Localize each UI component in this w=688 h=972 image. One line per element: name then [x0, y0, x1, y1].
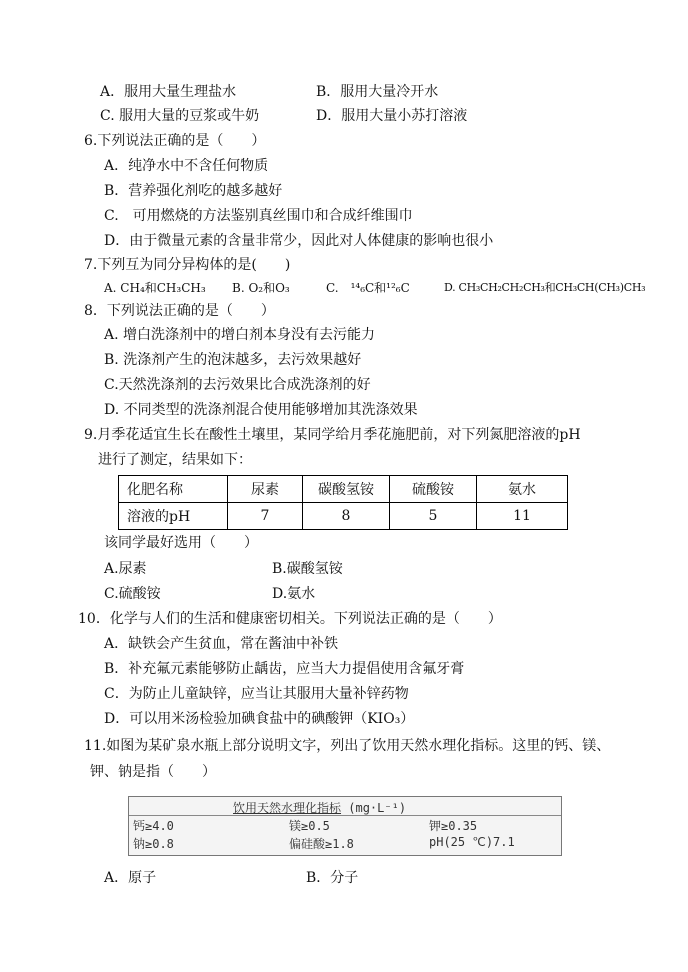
q9-option-c: C.硫酸铵	[104, 586, 161, 602]
q7-option-b: B. O₂和O₃	[232, 281, 290, 295]
q9-stem-line1: 9.月季花适宜生长在酸性土壤里，某同学给月季花施肥前，对下列氮肥溶液的pH	[84, 427, 581, 443]
table-cell: 5	[390, 503, 477, 530]
q8-option-c: C.天然洗涤剂的去污效果比合成洗涤剂的好	[104, 377, 371, 393]
table-row	[119, 503, 568, 530]
table-header-cell: 硫酸铵	[390, 476, 477, 503]
q5-option-c: C. 服用大量的豆浆或牛奶	[100, 108, 260, 124]
q9-ask: 该同学最好选用（ ）	[104, 535, 258, 551]
table-cell: 7	[228, 503, 303, 530]
figure-unit: (mg·L⁻¹)	[348, 801, 407, 815]
figure-title: 饮用天然水理化指标	[233, 801, 342, 815]
q6-stem: 6.下列说法正确的是（ ）	[84, 133, 266, 149]
q10-option-b: B．补充氟元素能够防止龋齿，应当大力提倡使用含氟牙膏	[104, 661, 465, 677]
q7-option-c: C. ¹⁴₆C和¹²₆C	[326, 281, 410, 295]
q7-option-a: A. CH₄和CH₃CH₃	[104, 281, 206, 295]
divider	[129, 815, 561, 816]
q11-stem-line1: 11.如图为某矿泉水瓶上部分说明文字，列出了饮用天然水理化指标。这里的钙、镁、	[84, 738, 611, 754]
q11-option-b: B．分子	[306, 870, 359, 886]
q9-stem-line2: 进行了测定，结果如下：	[98, 452, 252, 468]
q10-option-c: C．为防止儿童缺锌，应当让其服用大量补锌药物	[104, 686, 409, 702]
q11-stem-line2: 钾、钠是指（ ）	[90, 764, 216, 780]
ph-table	[118, 475, 568, 530]
figure-cell: 偏硅酸≥1.8	[289, 837, 354, 851]
table-cell: 8	[303, 503, 390, 530]
q11-option-a: A．原子	[104, 870, 157, 886]
q5-option-d: D．服用大量小苏打溶液	[316, 108, 468, 124]
figure-cell: 钙≥4.0	[133, 819, 174, 833]
q8-stem: 8．下列说法正确的是（ ）	[84, 303, 275, 319]
q7-stem: 7.下列互为同分异构体的是( )	[84, 257, 291, 273]
table-header-cell: 尿素	[228, 476, 303, 503]
q8-option-d: D. 不同类型的洗涤剂混合使用能够增加其洗涤效果	[104, 402, 418, 418]
figure-cell: pH(25 ℃)7.1	[429, 835, 515, 849]
figure-cell: 镁≥0.5	[289, 819, 330, 833]
q10-option-a: A．缺铁会产生贫血，常在酱油中补铁	[104, 636, 339, 652]
figure-cell: 钠≥0.8	[133, 837, 174, 851]
table-cell: 溶液的pH	[119, 503, 228, 530]
q9-option-b: B.碳酸氢铵	[272, 561, 343, 577]
q10-option-d: D．可以用米汤检验加碘食盐中的碘酸钾（KIO₃）	[104, 711, 415, 727]
figure-cell: 钾≥0.35	[429, 819, 478, 833]
q7-option-d: D. CH₃CH₂CH₂CH₃和CH₃CH(CH₃)CH₃	[444, 281, 646, 294]
mineral-water-label-figure	[128, 796, 562, 856]
table-header-cell: 化肥名称	[119, 476, 228, 503]
table-header-cell: 氨水	[477, 476, 568, 503]
q5-option-a: A．服用大量生理盐水	[100, 84, 237, 100]
table-cell: 11	[477, 503, 568, 530]
q5-option-b: B．服用大量冷开水	[316, 84, 439, 100]
q6-option-d: D．由于微量元素的含量非常少，因此对人体健康的影响也很小	[104, 233, 494, 249]
q6-option-b: B．营养强化剂吃的越多越好	[104, 183, 283, 199]
q10-stem: 10．化学与人们的生活和健康密切相关。下列说法正确的是（ ）	[78, 611, 502, 627]
q8-option-a: A. 增白洗涤剂中的增白剂本身没有去污能力	[104, 327, 376, 343]
q8-option-b: B. 洗涤剂产生的泡沫越多，去污效果越好	[104, 352, 362, 368]
q9-option-d: D.氨水	[272, 586, 316, 602]
q6-option-a: A．纯净水中不含任何物质	[104, 158, 269, 174]
q6-option-c: C. 可用燃烧的方法鉴别真丝围巾和合成纤维围巾	[104, 208, 413, 224]
q9-option-a: A.尿素	[104, 561, 147, 577]
table-row	[119, 476, 568, 503]
table-header-cell: 碳酸氢铵	[303, 476, 390, 503]
